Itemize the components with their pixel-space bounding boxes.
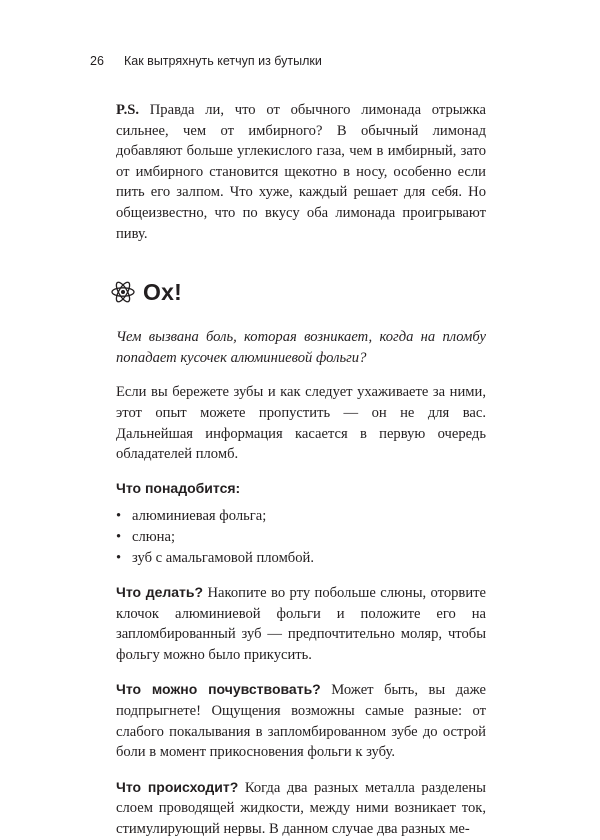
list-item-text: зуб с амальгамовой пломбой.	[132, 549, 314, 566]
intro-paragraph: Если вы бережете зубы и как следует ухаживаете за ними, этот опыт можете пропустить — он не для вас. Дальнейшая информация касается в первую очередь обладателей пломб.	[116, 384, 486, 463]
ps-text: Правда ли, что от обычного лимонада отрыжка сильнее, чем от имбирного? В обычный лимонад добавляют больше углекислого газа, чем в имбирный, зато от имбирного становится щекотно в носу, особенно если пить его залпом. Что хуже, каждый решает для себя. Но общеизвестно, что по вкусу оба лимонада проигрывают пиву.	[116, 102, 486, 242]
page-content	[116, 100, 486, 840]
requirements-label: Что понадобится:	[116, 479, 241, 496]
list-item-text: алюминиевая фольга;	[132, 508, 267, 525]
section-title: Ох!	[143, 278, 182, 305]
what-to-feel-text: Может быть, вы даже подпрыгнете! Ощущения возможны самые разные: от слабого покалывания в запломбированном зубе до острой боли в момент прикосновения фольги к зубу.	[116, 682, 486, 761]
list-item	[116, 506, 486, 527]
bullet-icon: •	[116, 528, 122, 545]
ps-label: P.S.	[116, 102, 139, 118]
what-to-do-paragraph	[116, 582, 486, 665]
atom-icon	[110, 279, 136, 305]
question-text: Чем вызвана боль, которая возникает, когда на пломбу попадает кусочек алюминиевой фольги?	[116, 329, 486, 366]
requirements-list	[116, 506, 486, 568]
section-heading	[116, 277, 486, 307]
bullet-icon: •	[116, 508, 122, 525]
what-happens-paragraph	[116, 777, 486, 840]
ps-paragraph	[116, 100, 486, 244]
what-to-feel-label: Что можно почувствовать?	[116, 681, 321, 698]
what-to-feel-paragraph	[116, 679, 486, 762]
what-happens-text: Когда два разных металла разделены слоем проводящей жидкости, между ними возникает ток, стимулирующий нервы. В данном случае два разных ме-	[116, 779, 486, 838]
bullet-icon: •	[116, 549, 122, 566]
list-item-text: слюна;	[132, 528, 176, 545]
running-title: Как вытряхнуть кетчуп из бутылки	[124, 54, 322, 68]
what-happens-label: Что происходит?	[116, 778, 239, 795]
what-to-do-text: Накопите во рту побольше слюны, оторвите клочок алюминиевой фольги и положите его на запломбированный зуб — предпочтительно моляр, чтобы фольгу можно было прикусить.	[116, 585, 486, 663]
list-item	[116, 527, 486, 548]
what-to-do-label: Что делать?	[116, 584, 204, 601]
list-item	[116, 548, 486, 569]
running-header	[90, 54, 510, 68]
page-number: 26	[90, 54, 104, 68]
